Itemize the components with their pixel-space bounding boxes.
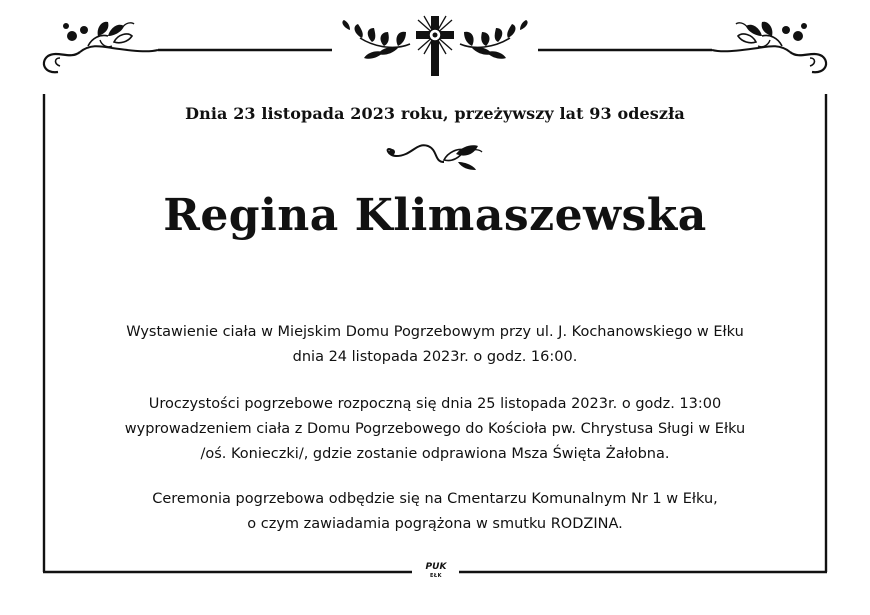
- paragraph-ceremony: [40, 392, 830, 467]
- headline: Dnia 23 listopada 2023 roku, przeżywszy lat 93 odeszła: [185, 104, 685, 123]
- paragraph-line: Ceremonia pogrzebowa odbędzie się na Cmentarzu Komunalnym Nr 1 w Ełku,: [152, 491, 718, 507]
- laurel-left-icon: [342, 20, 410, 59]
- paragraph-line: Wystawienie ciała w Miejskim Domu Pogrzebowym przy ul. J. Kochanowskiego w Ełku: [126, 324, 744, 340]
- corner-flourish-icon: [712, 22, 826, 73]
- laurel-right-icon: [460, 20, 528, 59]
- paragraph-line: wyprowadzeniem ciała z Domu Pogrzebowego do Kościoła pw. Chrystusa Sługi w Ełku: [124, 421, 746, 437]
- cross-icon: [416, 16, 454, 76]
- corner-flourish-icon: [44, 22, 158, 73]
- paragraph-viewing: [40, 320, 830, 370]
- deceased-name: Regina Klimaszewska: [163, 190, 707, 241]
- leaf-divider-icon: [388, 145, 482, 170]
- company-logo: [416, 563, 456, 581]
- logo-line2: EŁK: [429, 573, 442, 579]
- paragraph-line: o czym zawiadamia pogrążona w smutku RODZINA.: [247, 516, 623, 532]
- logo-line1: PUK: [425, 562, 447, 572]
- paragraph-line: Uroczystości pogrzebowe rozpoczną się dnia 25 listopada 2023r. o godz. 13:00: [148, 396, 722, 412]
- paragraph-line: dnia 24 listopada 2023r. o godz. 16:00.: [292, 349, 578, 365]
- paragraph-burial: [40, 487, 830, 537]
- paragraph-line: /oś. Konieczki/, gdzie zostanie odprawiona Msza Święta Żałobna.: [200, 446, 670, 462]
